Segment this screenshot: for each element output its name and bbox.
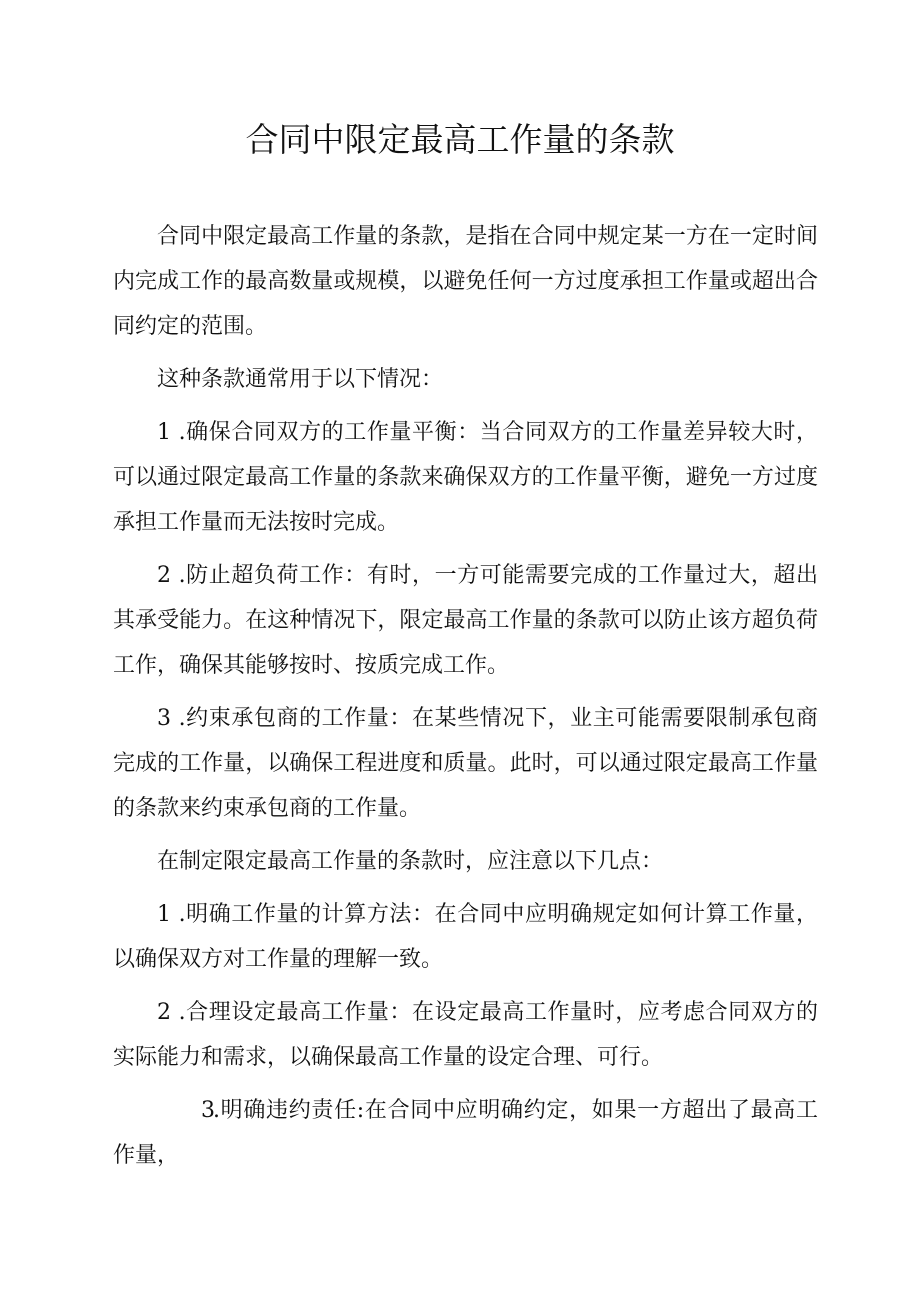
paragraph-text: .明确违约责任:在合同中应明确约定，如果一方超出了最高工作量， — [113, 1098, 818, 1168]
paragraph — [113, 410, 818, 545]
paragraph — [113, 990, 818, 1080]
paragraph-text: 在制定限定最高工作量的条款时，应注意以下几点： — [157, 849, 664, 874]
paragraph-number: 1 — [157, 902, 179, 927]
paragraph-text: .合理设定最高工作量：在设定最高工作量时，应考虑合同双方的实际能力和需求，以确保最高工作量的设定合理、可行。 — [113, 1000, 818, 1070]
paragraph-number: 1 — [157, 420, 179, 445]
paragraph — [113, 696, 818, 831]
paragraph-number: 3 — [157, 706, 179, 731]
paragraph-text: 这种条款通常用于以下情况： — [157, 367, 444, 392]
document-body — [113, 214, 818, 1186]
paragraph-text: .明确工作量的计算方法：在合同中应明确规定如何计算工作量，以确保双方对工作量的理解一致。 — [113, 902, 818, 972]
paragraph-text: .约束承包商的工作量：在某些情况下，业主可能需要限制承包商完成的工作量，以确保工程进度和质量。此时，可以通过限定最高工作量的条款来约束承包商的工作量。 — [113, 706, 818, 821]
paragraph-text: .防止超负荷工作：有时，一方可能需要完成的工作量过大，超出其承受能力。在这种情况下，限定最高工作量的条款可以防止该方超负荷工作，确保其能够按时、按质完成工作。 — [113, 563, 818, 678]
paragraph — [113, 357, 818, 402]
paragraph-number: 2 — [157, 1000, 179, 1025]
paragraph — [113, 1088, 818, 1178]
paragraph — [113, 892, 818, 982]
paragraph-text: .确保合同双方的工作量平衡：当合同双方的工作量差异较大时，可以通过限定最高工作量的条款来确保双方的工作量平衡，避免一方过度承担工作量而无法按时完成。 — [113, 420, 818, 535]
paragraph — [113, 214, 818, 349]
document-title: 合同中限定最高工作量的条款 — [245, 120, 675, 159]
paragraph-number: 3 — [201, 1098, 215, 1123]
paragraph-number: 2 — [157, 563, 179, 588]
paragraph — [113, 839, 818, 884]
paragraph — [113, 553, 818, 688]
paragraph-text: 合同中限定最高工作量的条款，是指在合同中规定某一方在一定时间内完成工作的最高数量或规模，以避免任何一方过度承担工作量或超出合同约定的范围。 — [113, 224, 818, 339]
